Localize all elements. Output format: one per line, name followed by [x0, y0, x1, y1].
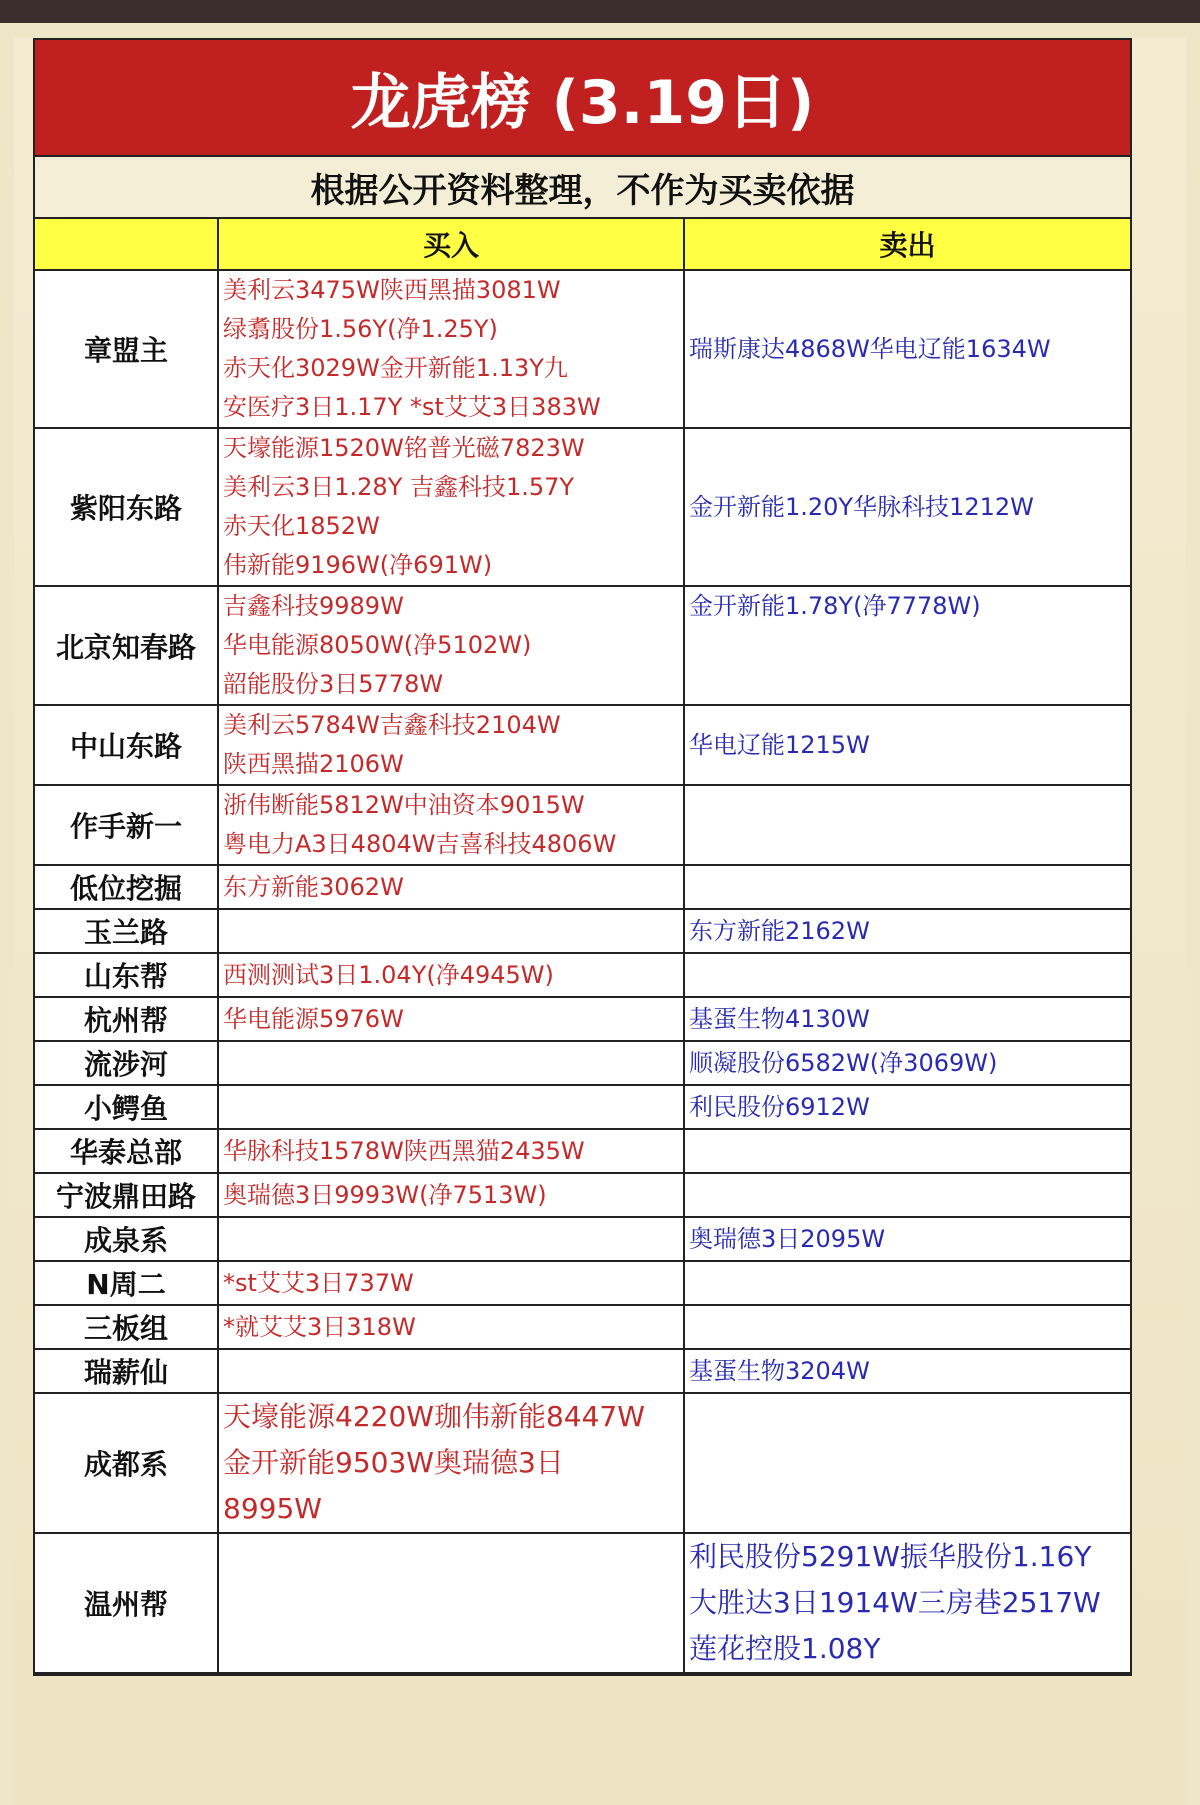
sell-cell — [684, 1129, 1130, 1173]
table-row — [35, 909, 1130, 953]
buy-cell — [218, 1173, 684, 1217]
table-row — [35, 997, 1130, 1041]
buy-entry: 华电能源8050W(净5102W) — [223, 631, 532, 659]
sell-cell — [684, 1085, 1130, 1129]
buy-cell — [218, 1129, 684, 1173]
buy-cell — [218, 1261, 684, 1305]
board-subtitle: 根据公开资料整理，不作为买卖依据 — [35, 157, 1130, 219]
buy-cell — [218, 1041, 684, 1085]
table-body — [35, 270, 1130, 1673]
sell-entry: 利民股份6912W — [689, 1092, 870, 1121]
sell-entry: 瑞斯康达4868W华电辽能1634W — [689, 334, 1051, 363]
buy-entry: 浙伟断能5812W中油资本9015W — [223, 791, 585, 819]
buy-entry: 美利云3475W陕西黑描3081W — [223, 276, 561, 304]
buy-entry: 陕西黑描2106W — [223, 750, 404, 778]
sell-entry: 利民股份5291W振华股份1.16Y — [689, 1540, 1092, 1573]
sell-entry: 大胜达3日1914W三房巷2517W — [689, 1586, 1101, 1619]
buy-entry: 粤电力A3日4804W吉喜科技4806W — [223, 830, 617, 858]
buy-cell — [218, 1533, 684, 1673]
trader-name: 成都系 — [35, 1393, 218, 1533]
trade-table — [35, 219, 1130, 1674]
trader-name: 杭州帮 — [35, 997, 218, 1041]
trader-name: 北京知春路 — [35, 586, 218, 705]
buy-entry: 伟新能9196W(净691W) — [223, 551, 493, 579]
buy-cell — [218, 865, 684, 909]
trader-name: 中山东路 — [35, 705, 218, 785]
table-header — [35, 219, 1130, 270]
sell-entry: 金开新能1.20Y华脉科技1212W — [689, 492, 1034, 521]
sell-cell — [684, 705, 1130, 785]
trader-name: 瑞薪仙 — [35, 1349, 218, 1393]
sell-entry: 金开新能1.78Y(净7778W) — [689, 592, 981, 620]
buy-cell — [218, 1085, 684, 1129]
buy-cell — [218, 1393, 684, 1533]
table-row — [35, 705, 1130, 785]
sell-cell — [684, 909, 1130, 953]
buy-cell — [218, 1349, 684, 1393]
table-row — [35, 1129, 1130, 1173]
sell-entry: 莲花控股1.08Y — [689, 1632, 881, 1665]
sell-cell — [684, 865, 1130, 909]
table-row — [35, 586, 1130, 705]
header-buy: 买入 — [218, 219, 684, 270]
sell-cell — [684, 428, 1130, 586]
buy-entry: 绿翥股份1.56Y(净1.25Y) — [223, 315, 498, 343]
buy-entry: 天壕能源4220W珈伟新能8447W — [223, 1400, 645, 1433]
buy-cell — [218, 785, 684, 865]
trader-name: 温州帮 — [35, 1533, 218, 1673]
trader-name: 流涉河 — [35, 1041, 218, 1085]
buy-cell — [218, 428, 684, 586]
table-row — [35, 1349, 1130, 1393]
buy-entry: 赤天化1852W — [223, 512, 380, 540]
buy-entry: 吉鑫科技9989W — [223, 592, 404, 620]
table-row — [35, 1261, 1130, 1305]
buy-entry: 美利云5784W吉鑫科技2104W — [223, 711, 561, 739]
table-row — [35, 1393, 1130, 1533]
sell-cell — [684, 586, 1130, 705]
buy-entry: *就艾艾3日318W — [223, 1312, 416, 1341]
buy-entry: 安医疗3日1.17Y *st艾艾3日383W — [223, 393, 601, 421]
header-sell: 卖出 — [684, 219, 1130, 270]
buy-entry: 奥瑞德3日9993W(净7513W) — [223, 1180, 547, 1209]
buy-cell — [218, 953, 684, 997]
buy-cell — [218, 909, 684, 953]
header-name — [35, 219, 218, 270]
trader-name: 成泉系 — [35, 1217, 218, 1261]
buy-entry: 金开新能9503W奥瑞德3日 — [223, 1446, 564, 1479]
buy-entry: 美利云3日1.28Y 吉鑫科技1.57Y — [223, 473, 575, 501]
dragon-tiger-board — [33, 38, 1132, 1676]
trader-name: 紫阳东路 — [35, 428, 218, 586]
trader-name: N周二 — [35, 1261, 218, 1305]
sell-cell — [684, 1393, 1130, 1533]
sell-entry: 东方新能2162W — [689, 916, 870, 945]
sell-cell — [684, 953, 1130, 997]
sell-entry: 顺凝股份6582W(净3069W) — [689, 1048, 998, 1077]
sell-cell — [684, 1305, 1130, 1349]
sell-entry: 华电辽能1215W — [689, 730, 870, 759]
trader-name: 华泰总部 — [35, 1129, 218, 1173]
sell-cell — [684, 1349, 1130, 1393]
trader-name: 小鳄鱼 — [35, 1085, 218, 1129]
buy-entry: 东方新能3062W — [223, 872, 404, 901]
buy-entry: *st艾艾3日737W — [223, 1268, 414, 1297]
sell-cell — [684, 785, 1130, 865]
table-row — [35, 1305, 1130, 1349]
sell-cell — [684, 1533, 1130, 1673]
sell-entry: 奥瑞德3日2095W — [689, 1224, 886, 1253]
sell-entry: 基蛋生物3204W — [689, 1356, 870, 1385]
buy-cell — [218, 586, 684, 705]
table-row — [35, 785, 1130, 865]
buy-entry: 华脉科技1578W陕西黑猫2435W — [223, 1136, 585, 1165]
top-bar — [0, 0, 1200, 23]
buy-cell — [218, 1305, 684, 1349]
buy-entry: 华电能源5976W — [223, 1004, 404, 1033]
table-row — [35, 865, 1130, 909]
sell-cell — [684, 270, 1130, 428]
trader-name: 玉兰路 — [35, 909, 218, 953]
buy-entry: 赤天化3029W金开新能1.13Y九 — [223, 354, 568, 382]
table-row — [35, 1085, 1130, 1129]
table-row — [35, 953, 1130, 997]
trader-name: 山东帮 — [35, 953, 218, 997]
sell-cell — [684, 1041, 1130, 1085]
trader-name: 低位挖掘 — [35, 865, 218, 909]
table-row — [35, 428, 1130, 586]
buy-cell — [218, 1217, 684, 1261]
trader-name: 作手新一 — [35, 785, 218, 865]
sell-cell — [684, 1217, 1130, 1261]
trader-name: 三板组 — [35, 1305, 218, 1349]
table-row — [35, 1533, 1130, 1673]
buy-entry: 天壕能源1520W铭普光磁7823W — [223, 434, 585, 462]
trader-name: 宁波鼎田路 — [35, 1173, 218, 1217]
buy-cell — [218, 270, 684, 428]
sell-entry: 基蛋生物4130W — [689, 1004, 870, 1033]
buy-cell — [218, 705, 684, 785]
trader-name: 章盟主 — [35, 270, 218, 428]
sell-cell — [684, 997, 1130, 1041]
buy-entry: 8995W — [223, 1492, 322, 1525]
table-row — [35, 1173, 1130, 1217]
sell-cell — [684, 1261, 1130, 1305]
table-row — [35, 1041, 1130, 1085]
table-row — [35, 1217, 1130, 1261]
buy-entry: 西测测试3日1.04Y(净4945W) — [223, 960, 554, 989]
buy-cell — [218, 997, 684, 1041]
table-row — [35, 270, 1130, 428]
sell-cell — [684, 1173, 1130, 1217]
buy-entry: 韶能股份3日5778W — [223, 670, 444, 698]
board-title: 龙虎榜 (3.19日) — [35, 40, 1130, 157]
